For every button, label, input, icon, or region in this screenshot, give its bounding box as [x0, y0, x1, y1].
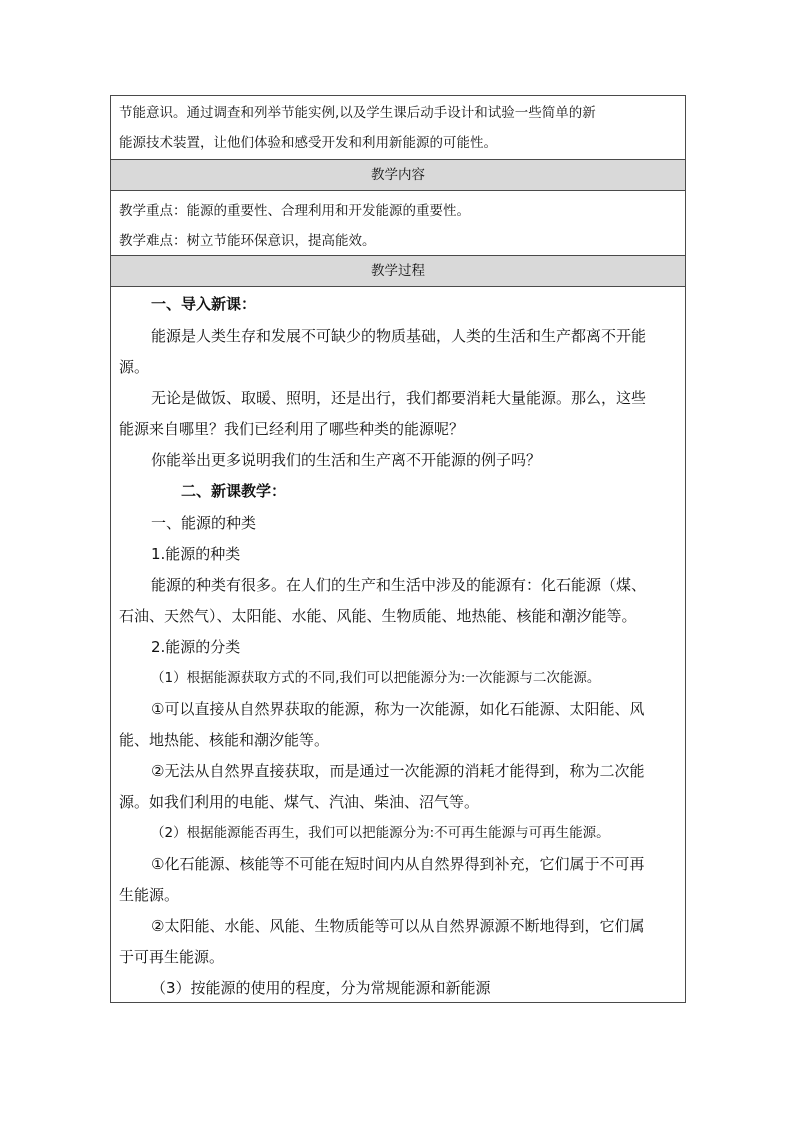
paragraph-line: 能源的种类有很多。在人们的生产和生活中涉及的能源有：化石能源（煤、 [151, 576, 647, 594]
heading-intro-new-lesson: 一、导入新课： [151, 295, 257, 313]
paragraph-line: 你能举出更多说明我们的生活和生产离不开能源的例子吗？ [151, 451, 542, 469]
paragraph-line: （1）根据能源获取方式的不同,我们可以把能源分为:一次能源与二次能源。 [151, 670, 601, 686]
subheading-2: 2.能源的分类 [151, 638, 241, 656]
paragraph-line: ①可以直接从自然界获取的能源，称为一次能源，如化石能源、太阳能、风 [151, 700, 645, 718]
heading-new-lesson-teaching: 二、新课教学： [181, 482, 287, 500]
paragraph-line: ②无法从自然界直接获取，而是通过一次能源的消耗才能得到，称为二次能 [151, 762, 645, 780]
paragraph-line: 于可再生能源。 [119, 948, 225, 966]
section-header-process: 教学过程 [111, 255, 685, 287]
subheading-energy-types: 一、能源的种类 [151, 514, 257, 532]
paragraph-line: 能、地热能、核能和潮汐能等。 [119, 731, 330, 749]
paragraph-line: （3）按能源的使用的程度，分为常规能源和新能源 [151, 979, 491, 997]
intro-line-2: 能源技术装置，让他们体验和感受开发和利用新能源的可能性。 [119, 135, 497, 151]
lesson-plan-table [110, 95, 686, 1003]
paragraph-line: ①化石能源、核能等不可能在短时间内从自然界得到补充，它们属于不可再 [151, 855, 645, 873]
intro-line-1: 节能意识。通过调查和列举节能实例,以及学生课后动手设计和试验一些简单的新 [119, 105, 596, 121]
paragraph-line: 无论是做饭、取暖、照明，还是出行，我们都要消耗大量能源。那么，这些 [151, 389, 647, 407]
paragraph-line: 石油、天然气）、太阳能、水能、风能、生物质能、地热能、核能和潮汐能等。 [119, 607, 637, 625]
key-point-text: 教学重点：能源的重要性、合理利用和开发能源的重要性。 [119, 203, 470, 219]
paragraph-line: （2）根据能源能否再生，我们可以把能源分为:不可再生能源与可再生能源。 [151, 825, 610, 841]
paragraph-line: 生能源。 [119, 886, 180, 904]
section-header-content: 教学内容 [111, 159, 685, 191]
paragraph-line: 源。如我们利用的电能、煤气、汽油、柴油、沼气等。 [119, 793, 480, 811]
paragraph-line: ②太阳能、水能、风能、生物质能等可以从自然界源源不断地得到，它们属 [151, 917, 645, 935]
paragraph-line: 能源来自哪里？我们已经利用了哪些种类的能源呢？ [119, 420, 465, 438]
paragraph-line: 能源是人类生存和发展不可缺少的物质基础，人类的生活和生产都离不开能 [151, 327, 647, 345]
paragraph-line: 源。 [119, 358, 150, 376]
subheading-1: 1.能源的种类 [151, 545, 241, 563]
difficulty-text: 教学难点：树立节能环保意识，提高能效。 [119, 233, 376, 249]
